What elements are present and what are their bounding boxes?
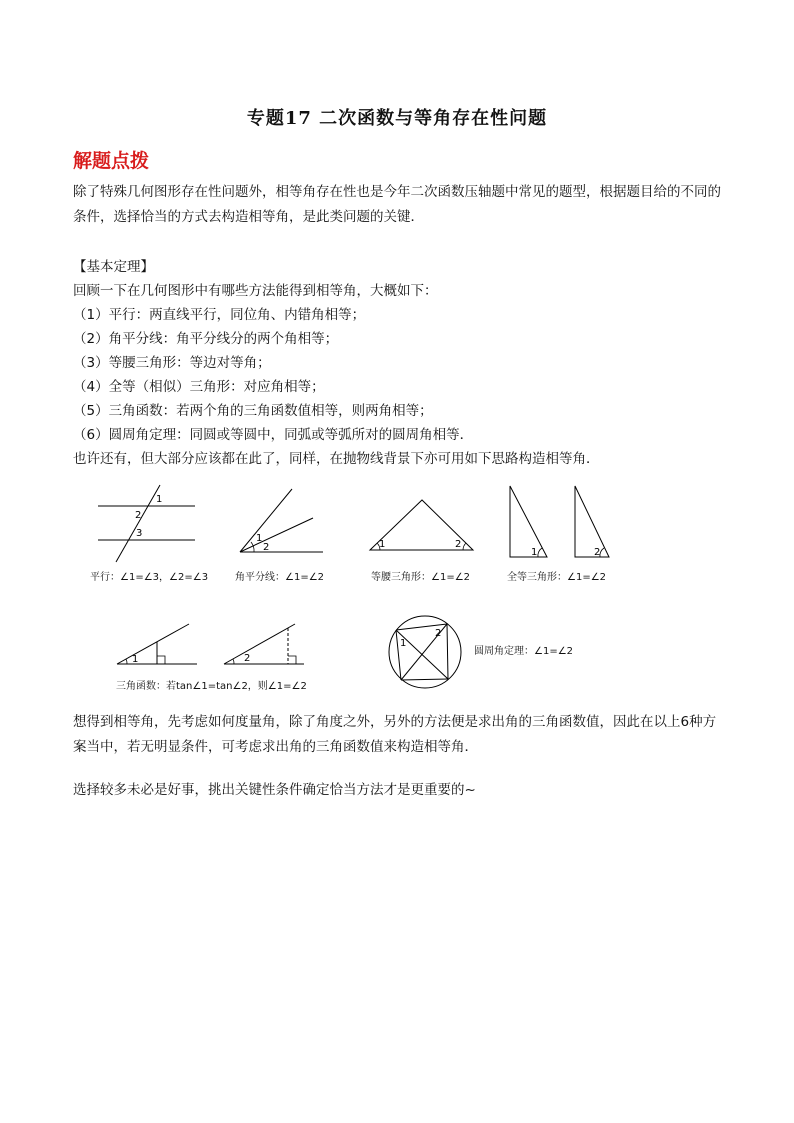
method-item: （5）三角函数：若两个角的三角函数值相等，则两角相等； (73, 403, 433, 419)
angle-label: 1 (156, 494, 163, 505)
page-title: 专题17 二次函数与等角存在性问题 (246, 108, 548, 129)
angle-label: 1 (400, 638, 407, 649)
bisector-caption: 角平分线：∠1=∠2 (235, 572, 325, 583)
circle-caption: 圆周角定理：∠1=∠2 (474, 646, 574, 657)
angle-label: 1 (379, 539, 386, 550)
intro-paragraph: 除了特殊几何图形存在性问题外，相等角存在性也是今年二次函数压轴题中常见的题型，根据题目给的不同的条件，选择恰当的方式去构造相等角，是此类问题的关键． (73, 184, 721, 225)
method-item: （2）角平分线：角平分线分的两个角相等； (73, 331, 339, 347)
angle-label: 2 (263, 542, 270, 553)
angle-label: 1 (132, 654, 139, 665)
parallel-caption: 平行：∠1=∠3，∠2=∠3 (90, 572, 209, 583)
method-item: （6）圆周角定理：同圆或等圆中，同弧或等弧所对的圆周角相等． (73, 427, 474, 443)
isosceles-caption: 等腰三角形：∠1=∠2 (371, 572, 471, 583)
trig-caption: 三角函数：若tan∠1=tan∠2，则∠1=∠2 (116, 681, 307, 692)
trig-function-figure (112, 618, 312, 670)
isosceles-triangle-figure (365, 495, 475, 555)
summary-line: 也许还有，但大部分应该都在此了，同样，在抛物线背景下亦可用如下思路构造相等角． (73, 451, 600, 467)
angle-label: 2 (135, 510, 142, 521)
angle-label: 2 (455, 539, 462, 550)
method-item: （4）全等（相似）三角形：对应角相等； (73, 379, 325, 395)
angle-label: 1 (531, 547, 538, 558)
review-line: 回顾一下在几何图形中有哪些方法能得到相等角，大概如下： (73, 283, 438, 299)
closing-line: 选择较多未必是好事，挑出关键性条件确定恰当方法才是更重要的~ (73, 782, 476, 798)
angle-label: 1 (256, 533, 263, 544)
angle-label: 2 (594, 547, 601, 558)
angle-label: 2 (435, 628, 442, 639)
inscribed-angle-figure (385, 612, 465, 692)
method-item: （1）平行：两直线平行，同位角、内错角相等； (73, 307, 366, 323)
angle-bisector-figure (235, 485, 325, 560)
conclusion-paragraph: 想得到相等角，先考虑如何度量角，除了角度之外，另外的方法便是求出角的三角函数值，因此在以上6种方案当中，若无明显条件，可考虑求出角的三角函数值来构造相等角． (73, 714, 717, 755)
congruent-caption: 全等三角形：∠1=∠2 (507, 572, 607, 583)
parallel-lines-figure (90, 482, 200, 567)
angle-label: 3 (136, 528, 143, 539)
section-heading: 解题点拨 (73, 150, 150, 172)
congruent-triangles-figure (505, 484, 615, 559)
method-item: （3）等腰三角形：等边对等角； (73, 355, 271, 371)
theorem-heading: 【基本定理】 (73, 259, 154, 275)
angle-label: 2 (244, 653, 251, 664)
